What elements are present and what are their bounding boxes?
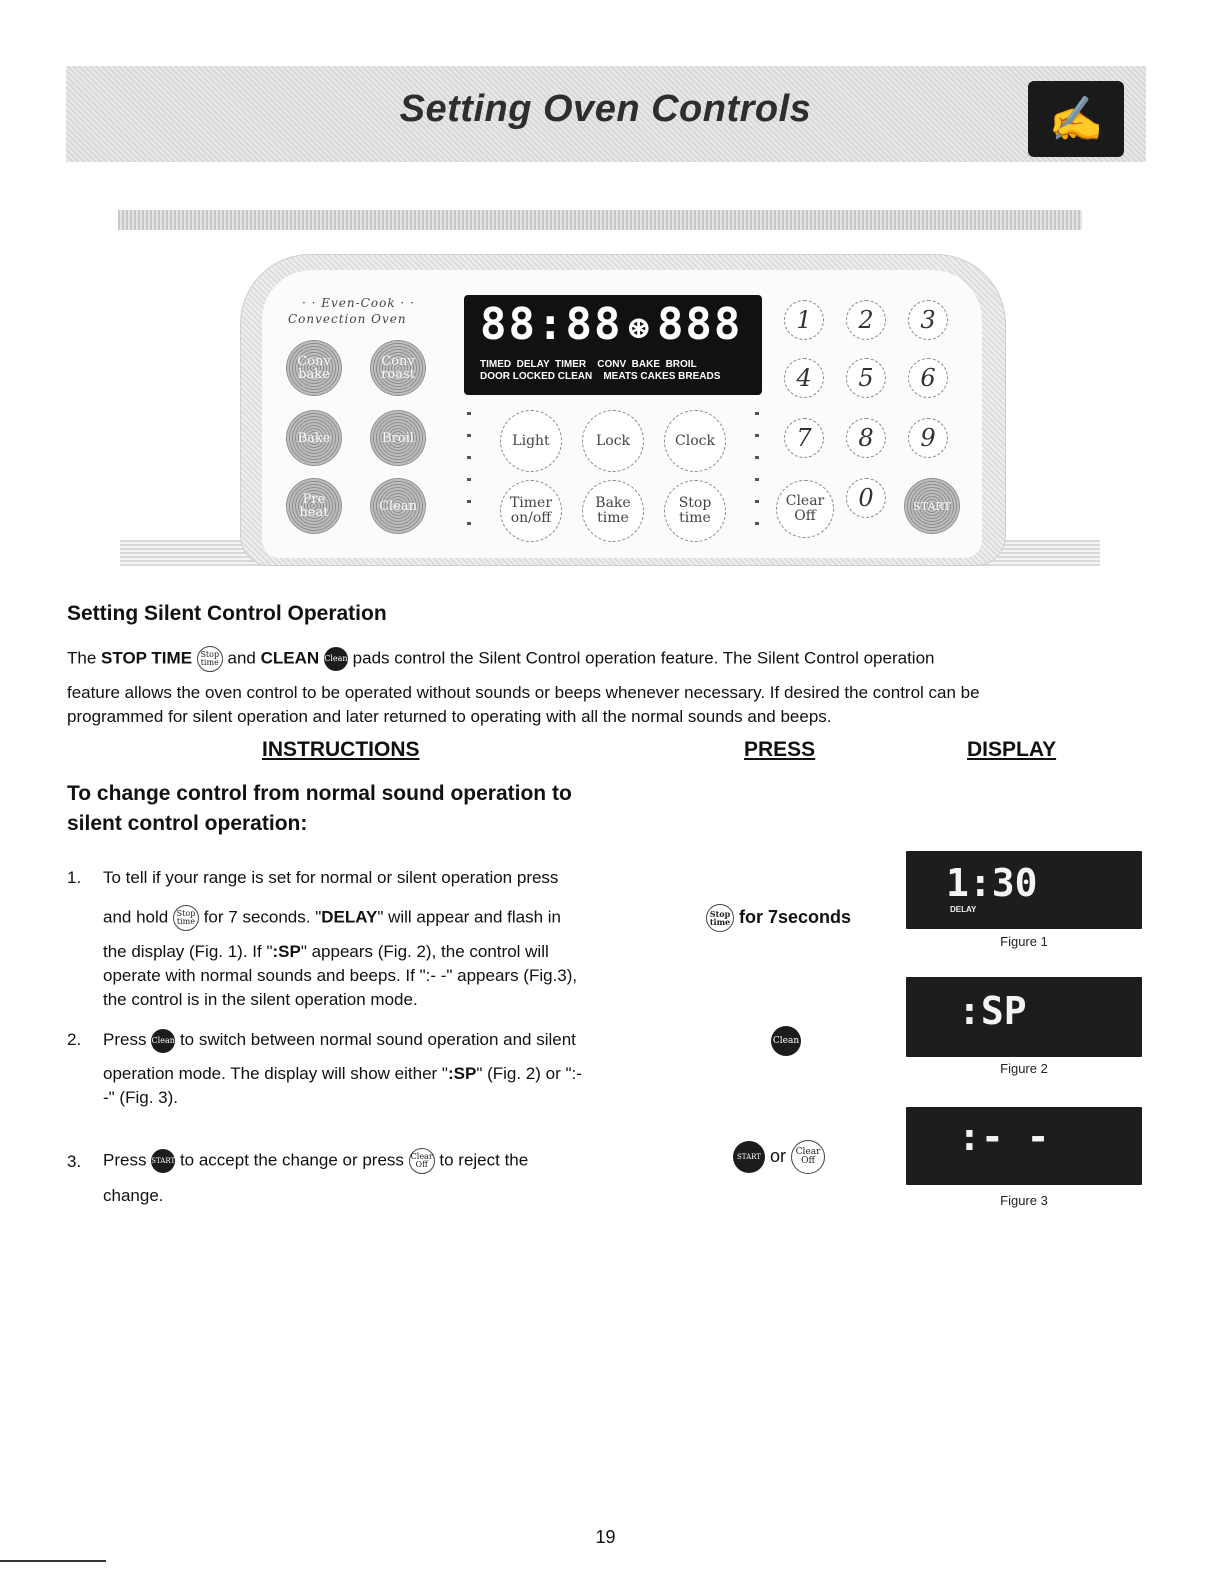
step-text: for 7 seconds. " (203, 907, 322, 927)
step-1-line-4: operate with normal sounds and beeps. If ":- -" appears (Fig.3), (103, 966, 578, 985)
step-text: and hold (103, 907, 169, 927)
start-icon: START (151, 1149, 175, 1173)
figure-1-display (906, 851, 1142, 929)
step-1-line-1: To tell if your range is set for normal or silent operation press (103, 868, 559, 887)
step-number-2: 2. (67, 1030, 82, 1049)
subhead-line-2: silent control operation: (67, 812, 308, 835)
pad-label: Conv (297, 354, 331, 369)
display-clock-digits: 88:88 (480, 299, 623, 350)
pad-label: Pre (302, 492, 326, 507)
intro-text: pads control the Silent Control operation feature. The Silent Control operation (352, 648, 935, 668)
icon-label: time (709, 917, 731, 927)
column-header-instructions: INSTRUCTIONS (262, 738, 420, 761)
step-1-line-5: the control is in the silent operation mode. (103, 990, 418, 1009)
pad-label: Light (512, 432, 550, 449)
press-instruction: for 7seconds (739, 906, 852, 927)
press-instruction: or (770, 1145, 787, 1166)
clear-off-icon (409, 1148, 435, 1174)
conv-roast-pad[interactable] (370, 340, 426, 396)
figure-1-delay-label: DELAY (950, 905, 977, 914)
step-text: to reject the (439, 1150, 529, 1170)
step-number-1: 1. (67, 868, 82, 887)
step-text: Press (103, 1150, 147, 1170)
step-2-line-2 (103, 1062, 582, 1085)
start-icon: START (733, 1141, 765, 1173)
clean-icon: Clean (771, 1026, 801, 1056)
step-text-bold: :SP (272, 942, 301, 961)
pad-label: Bake (595, 495, 631, 511)
icon-label: Stop (176, 909, 196, 918)
pad-label: Stop (678, 495, 712, 511)
pad-label: roast (381, 367, 415, 382)
intro-line-2: feature allows the oven control to be operated without sounds or beeps whenever necessary. If desired the control can be (67, 683, 980, 702)
bake-time-pad[interactable] (582, 480, 644, 542)
icon-label: Stop (200, 650, 220, 659)
step-text: " will appear and flash in (377, 907, 562, 927)
intro-line-3: programmed for silent operation and later returned to operating with all the normal sounds and beeps. (67, 707, 832, 726)
page-number: 19 (595, 1527, 616, 1547)
icon-label: Off (801, 1156, 815, 1166)
pad-label: on/off (510, 510, 552, 526)
column-header-display: DISPLAY (967, 738, 1057, 761)
stop-time-label: STOP TIME (101, 648, 193, 668)
display-temp-digits: 888 (656, 299, 743, 350)
figure-3-digits: :- - (958, 1115, 1050, 1159)
stop-time-pad[interactable] (664, 480, 726, 542)
number-pad-5[interactable]: 5 (846, 358, 886, 398)
clean-icon: Clean (151, 1029, 175, 1053)
stop-time-icon (173, 905, 199, 931)
conv-bake-pad[interactable] (286, 340, 342, 396)
icon-label: Off (415, 1160, 428, 1169)
number-pad-8[interactable]: 8 (846, 418, 886, 458)
footer-rule (0, 1560, 106, 1562)
brand-line-2: Convection Oven (288, 312, 407, 326)
step-2-line-1 (103, 1028, 576, 1053)
number-pad-2[interactable]: 2 (846, 300, 886, 340)
clean-icon: Clean (324, 647, 348, 671)
preheat-pad[interactable] (286, 478, 342, 534)
panel-top-strip (118, 210, 1082, 230)
figure-2-display (906, 977, 1142, 1057)
number-pad-4[interactable]: 4 (784, 358, 824, 398)
step-1-line-2 (103, 905, 561, 931)
brand-line-1: · · Even-Cook · · (302, 296, 415, 310)
panel-divider (467, 412, 471, 537)
step-3-press (733, 1140, 825, 1174)
intro-text: and (227, 648, 256, 668)
page-title: Setting Oven Controls (399, 88, 812, 130)
number-pad-0[interactable]: 0 (846, 478, 886, 518)
clean-pad[interactable] (370, 478, 426, 534)
number-pad-9[interactable]: 9 (908, 418, 948, 458)
start-pad[interactable]: START (904, 478, 960, 534)
figure-3-caption: Figure 3 (1000, 1193, 1048, 1208)
column-header-press: PRESS (744, 738, 816, 761)
icon-label: Clear (795, 1147, 821, 1157)
light-pad[interactable] (500, 410, 562, 472)
number-pad-6[interactable]: 6 (908, 358, 948, 398)
step-text: to accept the change or press (179, 1150, 404, 1170)
clock-pad[interactable] (664, 410, 726, 472)
subhead-line-1: To change control from normal sound operation to (67, 782, 572, 805)
stop-time-icon (706, 904, 734, 932)
icon-label: time (200, 658, 219, 667)
pad-label: Timer (509, 495, 553, 511)
number-pad-1[interactable]: 1 (784, 300, 824, 340)
step-text: " appears (Fig. 2), the control will (300, 942, 549, 961)
pad-label: Conv (381, 354, 415, 369)
pad-label: time (679, 510, 711, 526)
step-number-3: 3. (67, 1152, 82, 1171)
step-text: operation mode. The display will show either " (103, 1064, 448, 1083)
broil-pad[interactable] (370, 410, 426, 466)
panel-divider (755, 412, 759, 537)
step-text-bold: DELAY (321, 907, 378, 927)
icon-label: Clear (410, 1152, 433, 1161)
pad-label: bake (298, 367, 330, 382)
icon-label: Stop (709, 909, 731, 919)
step-text: " (Fig. 2) or ":- (476, 1064, 582, 1083)
hand-pressing-button-icon: ✍ (1028, 81, 1124, 157)
icon-label: time (176, 917, 195, 926)
display-indicator-labels: TIMED DELAY TIMER CONV BAKE BROIL DOOR LOCKED CLEAN MEATS CAKES BREADS (480, 359, 721, 382)
pad-label: Broil (382, 430, 414, 446)
figure-2-digits: :SP (958, 989, 1027, 1033)
bake-pad[interactable] (286, 410, 342, 466)
step-1-line-3 (103, 940, 549, 963)
step-3-line-2: change. (103, 1186, 164, 1205)
figure-1-digits: 1:30 (946, 861, 1038, 905)
figure-2-caption: Figure 2 (1000, 1061, 1048, 1076)
intro-text: The (67, 648, 97, 668)
pad-label: time (597, 510, 629, 526)
lock-pad[interactable] (582, 410, 644, 472)
clear-off-icon (791, 1140, 825, 1174)
step-text: to switch between normal sound operation and silent (179, 1030, 576, 1049)
pad-label: Clean (379, 498, 417, 514)
step-2-line-3: -" (Fig. 3). (103, 1088, 178, 1107)
number-pad-7[interactable]: 7 (784, 418, 824, 458)
step-1-press (706, 904, 851, 932)
number-pad-3[interactable]: 3 (908, 300, 948, 340)
pad-label: heat (299, 505, 329, 520)
step-text: Press (103, 1030, 147, 1049)
pad-label: Off (794, 508, 816, 524)
clean-label: CLEAN (260, 648, 320, 668)
pad-label: Bake (297, 430, 331, 446)
step-text: the display (Fig. 1). If " (103, 942, 273, 961)
step-3-line-1 (103, 1148, 528, 1174)
intro-line-1 (67, 646, 934, 672)
fan-icon: ⊛ (628, 308, 651, 348)
timer-on-off-pad[interactable] (500, 480, 562, 542)
figure-3-display (906, 1107, 1142, 1185)
oven-display (464, 295, 762, 395)
section-title: Setting Silent Control Operation (67, 602, 387, 625)
pad-label: Clock (675, 432, 715, 449)
figure-1-caption: Figure 1 (1000, 934, 1048, 949)
stop-time-icon (197, 646, 223, 672)
pad-label: Lock (595, 432, 631, 449)
pad-label: Clear (785, 493, 825, 509)
step-text-bold: :SP (447, 1064, 477, 1083)
clear-off-pad[interactable] (776, 480, 834, 538)
